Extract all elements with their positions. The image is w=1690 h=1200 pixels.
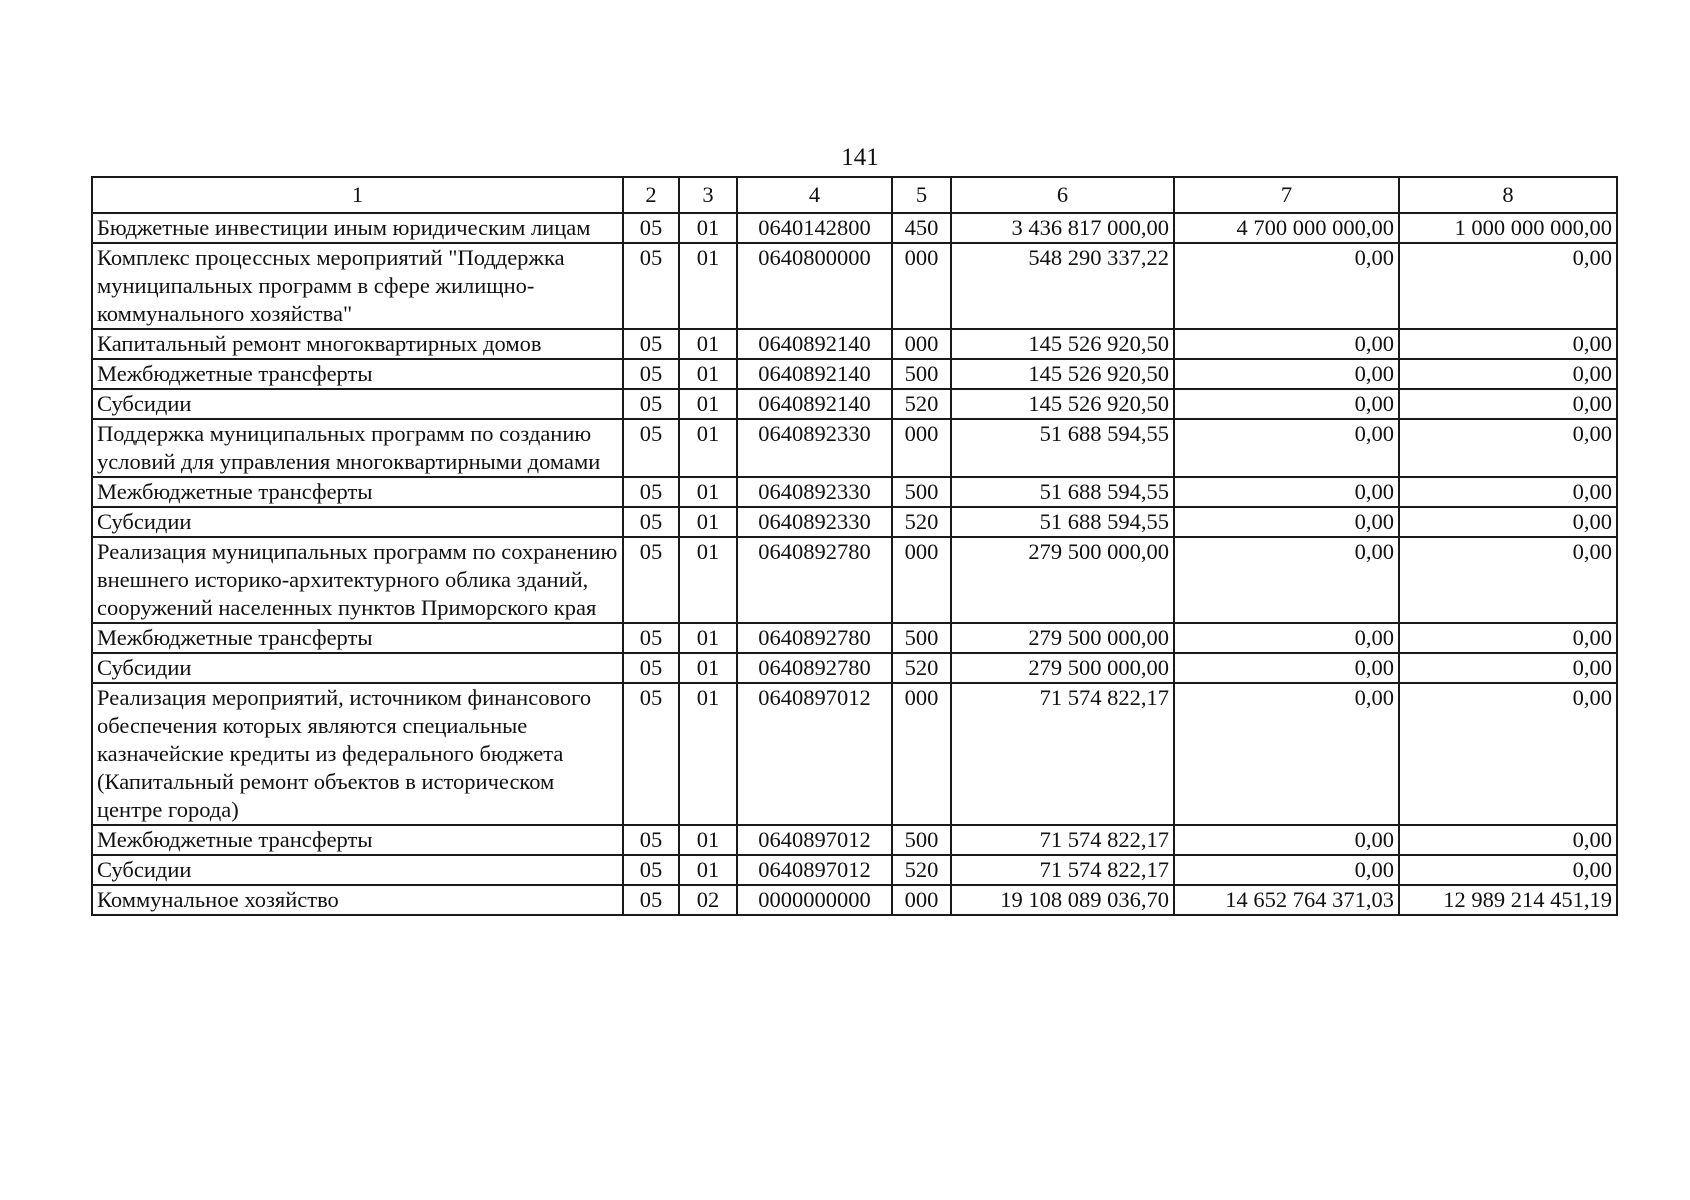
amount-col-7: 0,00 <box>1174 507 1399 537</box>
amount-col-7: 0,00 <box>1174 477 1399 507</box>
subsection-code: 01 <box>679 243 737 329</box>
target-article-code: 0000000000 <box>737 885 892 915</box>
section-code: 05 <box>623 825 679 855</box>
item-name: Капитальный ремонт многоквартирных домов <box>92 329 623 359</box>
subsection-code: 01 <box>679 537 737 623</box>
expense-type-code: 520 <box>892 653 951 683</box>
section-code: 05 <box>623 477 679 507</box>
table-row <box>92 507 1617 537</box>
section-code: 05 <box>623 537 679 623</box>
section-code: 05 <box>623 855 679 885</box>
subsection-code: 01 <box>679 419 737 477</box>
amount-col-8: 0,00 <box>1399 653 1617 683</box>
amount-col-8: 0,00 <box>1399 623 1617 653</box>
expense-type-code: 500 <box>892 359 951 389</box>
amount-col-6: 71 574 822,17 <box>951 855 1174 885</box>
header-row <box>92 177 1617 213</box>
target-article-code: 0640142800 <box>737 213 892 243</box>
amount-col-8: 0,00 <box>1399 389 1617 419</box>
amount-col-8: 0,00 <box>1399 683 1617 825</box>
amount-col-8: 12 989 214 451,19 <box>1399 885 1617 915</box>
subsection-code: 01 <box>679 855 737 885</box>
subsection-code: 01 <box>679 623 737 653</box>
amount-col-8: 1 000 000 000,00 <box>1399 213 1617 243</box>
section-code: 05 <box>623 329 679 359</box>
target-article-code: 0640892780 <box>737 653 892 683</box>
section-code: 05 <box>623 243 679 329</box>
amount-col-6: 51 688 594,55 <box>951 477 1174 507</box>
amount-col-7: 4 700 000 000,00 <box>1174 213 1399 243</box>
amount-col-7: 0,00 <box>1174 389 1399 419</box>
header-col-4: 4 <box>737 177 892 213</box>
amount-col-7: 0,00 <box>1174 653 1399 683</box>
table-row <box>92 623 1617 653</box>
item-name: Реализация муниципальных программ по сохранению внешнего историко-архитектурного облика зданий, сооружений населенных пунктов Приморского края <box>92 537 623 623</box>
amount-col-8: 0,00 <box>1399 243 1617 329</box>
target-article-code: 0640897012 <box>737 855 892 885</box>
amount-col-8: 0,00 <box>1399 855 1617 885</box>
expense-type-code: 000 <box>892 537 951 623</box>
amount-col-8: 0,00 <box>1399 507 1617 537</box>
item-name: Реализация мероприятий, источником финансового обеспечения которых являются специальные казначейские кредиты из федерального бюджета (Капитальный ремонт объектов в историческом центре города) <box>92 683 623 825</box>
header-col-2: 2 <box>623 177 679 213</box>
table-row <box>92 389 1617 419</box>
target-article-code: 0640892140 <box>737 359 892 389</box>
amount-col-6: 71 574 822,17 <box>951 825 1174 855</box>
subsection-code: 01 <box>679 825 737 855</box>
table-row <box>92 537 1617 623</box>
section-code: 05 <box>623 623 679 653</box>
table-row <box>92 477 1617 507</box>
amount-col-7: 14 652 764 371,03 <box>1174 885 1399 915</box>
item-name: Субсидии <box>92 855 623 885</box>
amount-col-6: 19 108 089 036,70 <box>951 885 1174 915</box>
amount-col-7: 0,00 <box>1174 825 1399 855</box>
amount-col-6: 51 688 594,55 <box>951 507 1174 537</box>
item-name: Бюджетные инвестиции иным юридическим лицам <box>92 213 623 243</box>
item-name: Субсидии <box>92 507 623 537</box>
amount-col-6: 145 526 920,50 <box>951 389 1174 419</box>
section-code: 05 <box>623 213 679 243</box>
target-article-code: 0640800000 <box>737 243 892 329</box>
subsection-code: 01 <box>679 329 737 359</box>
expense-type-code: 520 <box>892 507 951 537</box>
amount-col-7: 0,00 <box>1174 623 1399 653</box>
item-name: Субсидии <box>92 389 623 419</box>
item-name: Субсидии <box>92 653 623 683</box>
expense-type-code: 500 <box>892 477 951 507</box>
subsection-code: 01 <box>679 359 737 389</box>
table-row <box>92 359 1617 389</box>
subsection-code: 01 <box>679 389 737 419</box>
table-row <box>92 885 1617 915</box>
target-article-code: 0640892330 <box>737 507 892 537</box>
amount-col-6: 51 688 594,55 <box>951 419 1174 477</box>
page-number: 141 <box>841 144 879 171</box>
table-body <box>92 213 1617 915</box>
section-code: 05 <box>623 653 679 683</box>
amount-col-7: 0,00 <box>1174 537 1399 623</box>
header-col-5: 5 <box>892 177 951 213</box>
amount-col-6: 279 500 000,00 <box>951 537 1174 623</box>
amount-col-6: 3 436 817 000,00 <box>951 213 1174 243</box>
amount-col-8: 0,00 <box>1399 825 1617 855</box>
subsection-code: 01 <box>679 507 737 537</box>
table-row <box>92 855 1617 885</box>
header-col-3: 3 <box>679 177 737 213</box>
target-article-code: 0640892140 <box>737 329 892 359</box>
amount-col-6: 279 500 000,00 <box>951 623 1174 653</box>
expense-type-code: 000 <box>892 329 951 359</box>
expense-type-code: 000 <box>892 419 951 477</box>
amount-col-6: 279 500 000,00 <box>951 653 1174 683</box>
amount-col-7: 0,00 <box>1174 855 1399 885</box>
table-row <box>92 825 1617 855</box>
item-name: Межбюджетные трансферты <box>92 825 623 855</box>
expense-type-code: 520 <box>892 855 951 885</box>
table-header <box>92 177 1617 213</box>
table-row <box>92 329 1617 359</box>
item-name: Коммунальное хозяйство <box>92 885 623 915</box>
item-name: Межбюджетные трансферты <box>92 359 623 389</box>
budget-table <box>91 176 1618 916</box>
item-name: Комплекс процессных мероприятий "Поддержка муниципальных программ в сфере жилищно-коммунального хозяйства" <box>92 243 623 329</box>
expense-type-code: 000 <box>892 885 951 915</box>
section-code: 05 <box>623 389 679 419</box>
item-name: Межбюджетные трансферты <box>92 477 623 507</box>
amount-col-8: 0,00 <box>1399 359 1617 389</box>
target-article-code: 0640892140 <box>737 389 892 419</box>
amount-col-8: 0,00 <box>1399 329 1617 359</box>
subsection-code: 01 <box>679 213 737 243</box>
section-code: 05 <box>623 683 679 825</box>
amount-col-8: 0,00 <box>1399 477 1617 507</box>
amount-col-6: 145 526 920,50 <box>951 359 1174 389</box>
table-row <box>92 243 1617 329</box>
expense-type-code: 000 <box>892 683 951 825</box>
section-code: 05 <box>623 885 679 915</box>
item-name: Поддержка муниципальных программ по созданию условий для управления многоквартирными домами <box>92 419 623 477</box>
subsection-code: 02 <box>679 885 737 915</box>
header-col-6: 6 <box>951 177 1174 213</box>
target-article-code: 0640892330 <box>737 477 892 507</box>
item-name: Межбюджетные трансферты <box>92 623 623 653</box>
amount-col-8: 0,00 <box>1399 419 1617 477</box>
amount-col-6: 71 574 822,17 <box>951 683 1174 825</box>
amount-col-7: 0,00 <box>1174 683 1399 825</box>
table-row <box>92 653 1617 683</box>
amount-col-6: 145 526 920,50 <box>951 329 1174 359</box>
header-col-7: 7 <box>1174 177 1399 213</box>
table-row <box>92 419 1617 477</box>
table-row <box>92 213 1617 243</box>
subsection-code: 01 <box>679 653 737 683</box>
target-article-code: 0640897012 <box>737 825 892 855</box>
expense-type-code: 450 <box>892 213 951 243</box>
amount-col-7: 0,00 <box>1174 243 1399 329</box>
amount-col-6: 548 290 337,22 <box>951 243 1174 329</box>
subsection-code: 01 <box>679 477 737 507</box>
amount-col-8: 0,00 <box>1399 537 1617 623</box>
section-code: 05 <box>623 507 679 537</box>
target-article-code: 0640892330 <box>737 419 892 477</box>
amount-col-7: 0,00 <box>1174 419 1399 477</box>
section-code: 05 <box>623 359 679 389</box>
expense-type-code: 520 <box>892 389 951 419</box>
header-col-8: 8 <box>1399 177 1617 213</box>
amount-col-7: 0,00 <box>1174 329 1399 359</box>
header-col-1: 1 <box>92 177 623 213</box>
target-article-code: 0640892780 <box>737 623 892 653</box>
amount-col-7: 0,00 <box>1174 359 1399 389</box>
expense-type-code: 500 <box>892 623 951 653</box>
section-code: 05 <box>623 419 679 477</box>
subsection-code: 01 <box>679 683 737 825</box>
expense-type-code: 000 <box>892 243 951 329</box>
target-article-code: 0640892780 <box>737 537 892 623</box>
target-article-code: 0640897012 <box>737 683 892 825</box>
expense-type-code: 500 <box>892 825 951 855</box>
table-row <box>92 683 1617 825</box>
